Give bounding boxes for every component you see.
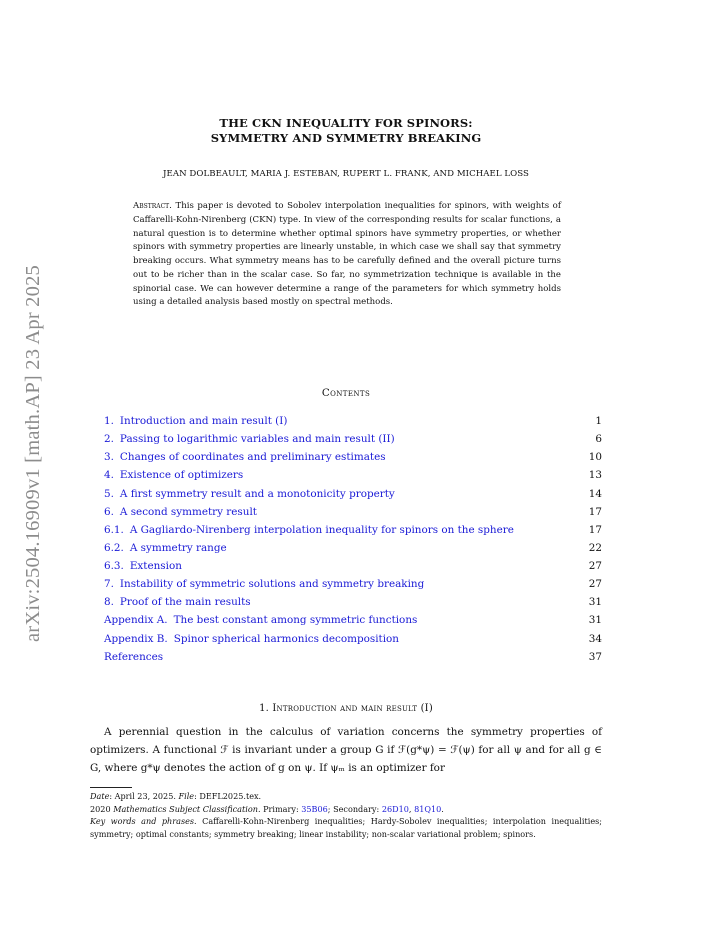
toc-entry-number: 6.2. — [104, 541, 124, 554]
keywords-label: Key words and phrases. — [90, 816, 197, 826]
toc-entry-page: 27 — [588, 578, 602, 591]
section-1-paragraph: A perennial question in the calculus of variation concerns the symmetry properties of optimizers. A functional ℱ is invariant under a group G if ℱ(g*ψ) = ℱ(ψ) for all ψ and for all g ∈ G, where g*ψ denotes the action of g on ψ. If ψₘ is an optimizer for — [90, 726, 602, 774]
toc-entry-title: Passing to logarithmic variables and main result (II) — [119, 433, 395, 446]
toc-entry-number: 1. — [104, 415, 114, 427]
author-list: JEAN DOLBEAULT, MARIA J. ESTEBAN, RUPERT L. FRANK, AND MICHAEL LOSS — [163, 169, 529, 179]
toc-entry-title: A first symmetry result and a monotonicity property — [119, 487, 395, 500]
footnotes — [90, 790, 602, 840]
toc-row — [104, 593, 602, 611]
file-label: File — [178, 791, 195, 801]
abstract — [133, 200, 561, 310]
toc-entry-link[interactable] — [104, 503, 257, 521]
toc-entry-number: Appendix B. — [104, 632, 168, 645]
toc-row — [104, 557, 602, 575]
toc-row — [104, 485, 602, 503]
section-1-title: Introduction and main result (I) — [272, 703, 433, 714]
toc-entry-page: 34 — [588, 632, 602, 645]
toc-entry-title: A symmetry range — [129, 541, 227, 554]
msc-secondary-link-2[interactable]: 81Q10 — [414, 803, 442, 814]
title-line-2: SYMMETRY AND SYMMETRY BREAKING — [210, 131, 482, 145]
footnote-divider — [90, 787, 132, 788]
toc-entry-link[interactable] — [104, 539, 227, 557]
toc-row — [104, 575, 602, 593]
date-value: : April 23, 2025. — [109, 791, 176, 801]
msc-secondary-link-1[interactable]: 26D10 — [381, 803, 409, 814]
toc-entry-page: 27 — [588, 560, 602, 572]
toc-entry-title: Changes of coordinates and preliminary estimates — [119, 451, 386, 464]
date-label: Date — [90, 791, 110, 801]
toc-entry-link[interactable] — [104, 557, 182, 575]
msc-label: Mathematics Subject Classification. — [113, 803, 261, 814]
toc-entry-page: 14 — [588, 487, 602, 500]
toc-row — [104, 539, 602, 557]
toc-entry-link[interactable] — [104, 448, 386, 466]
msc-primary-text: Primary: — [263, 803, 299, 814]
table-of-contents — [104, 412, 602, 666]
toc-entry-link[interactable] — [104, 430, 395, 448]
toc-entry-link[interactable] — [104, 521, 514, 539]
toc-row — [104, 648, 602, 666]
toc-entry-title: Proof of the main results — [119, 596, 251, 609]
toc-entry-link[interactable] — [104, 575, 424, 593]
toc-entry-page: 1 — [595, 415, 602, 427]
arxiv-identifier-stamp — [18, 233, 48, 673]
toc-entry-page: 17 — [588, 523, 602, 536]
footnote-date — [90, 790, 602, 803]
toc-entry-page: 31 — [588, 596, 602, 609]
toc-entry-page: 22 — [588, 541, 602, 554]
footnote-msc — [90, 803, 602, 816]
toc-entry-title: Extension — [129, 560, 182, 572]
toc-entry-number: 4. — [104, 469, 114, 482]
toc-entry-title: Instability of symmetric solutions and symmetry breaking — [119, 578, 425, 591]
toc-entry-page: 10 — [588, 451, 602, 464]
toc-row — [104, 521, 602, 539]
toc-row — [104, 412, 602, 430]
toc-entry-page: 17 — [588, 505, 602, 518]
toc-row — [104, 503, 602, 521]
toc-entry-page: 37 — [588, 650, 602, 663]
toc-entry-title: References — [104, 650, 164, 663]
msc-end: . — [441, 803, 444, 814]
toc-entry-title: Spinor spherical harmonics decomposition — [173, 632, 399, 645]
paper-title — [90, 116, 602, 146]
file-value: : DEFL2025.tex. — [194, 791, 262, 801]
toc-entry-link[interactable] — [104, 648, 163, 666]
toc-entry-title: Introduction and main result (I) — [119, 415, 288, 427]
msc-separator: , — [408, 803, 415, 814]
toc-entry-number: 6.3. — [104, 560, 124, 572]
toc-row — [104, 466, 602, 484]
title-line-1: THE CKN INEQUALITY FOR SPINORS: — [219, 116, 473, 130]
toc-entry-number: 5. — [104, 487, 114, 500]
toc-entry-link[interactable] — [104, 593, 251, 611]
toc-entry-page: 13 — [588, 469, 602, 482]
toc-entry-title: Existence of optimizers — [119, 469, 244, 482]
footnote-keywords — [90, 815, 602, 840]
toc-entry-page: 31 — [588, 614, 602, 627]
toc-row — [104, 630, 602, 648]
abstract-label: Abstract. — [133, 201, 172, 211]
section-1-number: 1. — [259, 703, 270, 714]
contents-heading: Contents — [321, 387, 371, 399]
toc-row — [104, 430, 602, 448]
toc-entry-link[interactable] — [104, 485, 395, 503]
toc-entry-number: 6. — [104, 505, 114, 518]
abstract-text: This paper is devoted to Sobolev interpolation inequalities for spinors, with weights of Caffarelli-Kohn-Nirenberg (CKN) type. In view of the corresponding results for scalar functions, a natural question is to determine whether optimal spinors have symmetry properties, or whether spinors with symmetry properties are linearly unstable, in which case we shall say that symmetry breaking occurs. What symmetry means has to be carefully defined and the overall picture turns out to be richer than in the scalar case. So far, no symmetrization technique is available in the spinorial case. We can however determine a range of the parameters for which symmetry holds using a detailed analysis based mostly on spectral methods. — [133, 201, 561, 308]
section-1-heading — [90, 703, 602, 714]
toc-row — [104, 611, 602, 629]
toc-entry-title: A Gagliardo-Nirenberg interpolation inequality for spinors on the sphere — [129, 523, 514, 536]
toc-entry-number: 6.1. — [104, 523, 124, 536]
toc-entry-link[interactable] — [104, 412, 287, 430]
toc-entry-number: 8. — [104, 596, 114, 609]
keywords-text: Caffarelli-Kohn-Nirenberg inequalities; Hardy-Sobolev inequalities; interpolation inequalities; symmetry; optimal constants; symmetry breaking; linear instability; non-scalar variational problem; spinors. — [90, 816, 602, 839]
toc-entry-link[interactable] — [104, 611, 417, 629]
toc-entry-number: Appendix A. — [104, 614, 168, 627]
msc-year: 2020 — [90, 803, 111, 814]
msc-secondary-text: ; Secondary: — [327, 803, 380, 814]
toc-row — [104, 448, 602, 466]
toc-entry-title: A second symmetry result — [119, 505, 257, 518]
toc-entry-link[interactable] — [104, 630, 399, 648]
toc-entry-number: 2. — [104, 433, 114, 446]
msc-primary-link[interactable]: 35B06 — [301, 803, 328, 814]
toc-entry-title: The best constant among symmetric functions — [173, 614, 418, 627]
toc-entry-number: 3. — [104, 451, 114, 464]
toc-entry-number: 7. — [104, 578, 114, 591]
toc-entry-page: 6 — [595, 433, 602, 446]
toc-entry-link[interactable] — [104, 466, 243, 484]
arxiv-identifier-text: arXiv:2504.16909v1 [math.AP] 23 Apr 2025 — [21, 264, 44, 642]
